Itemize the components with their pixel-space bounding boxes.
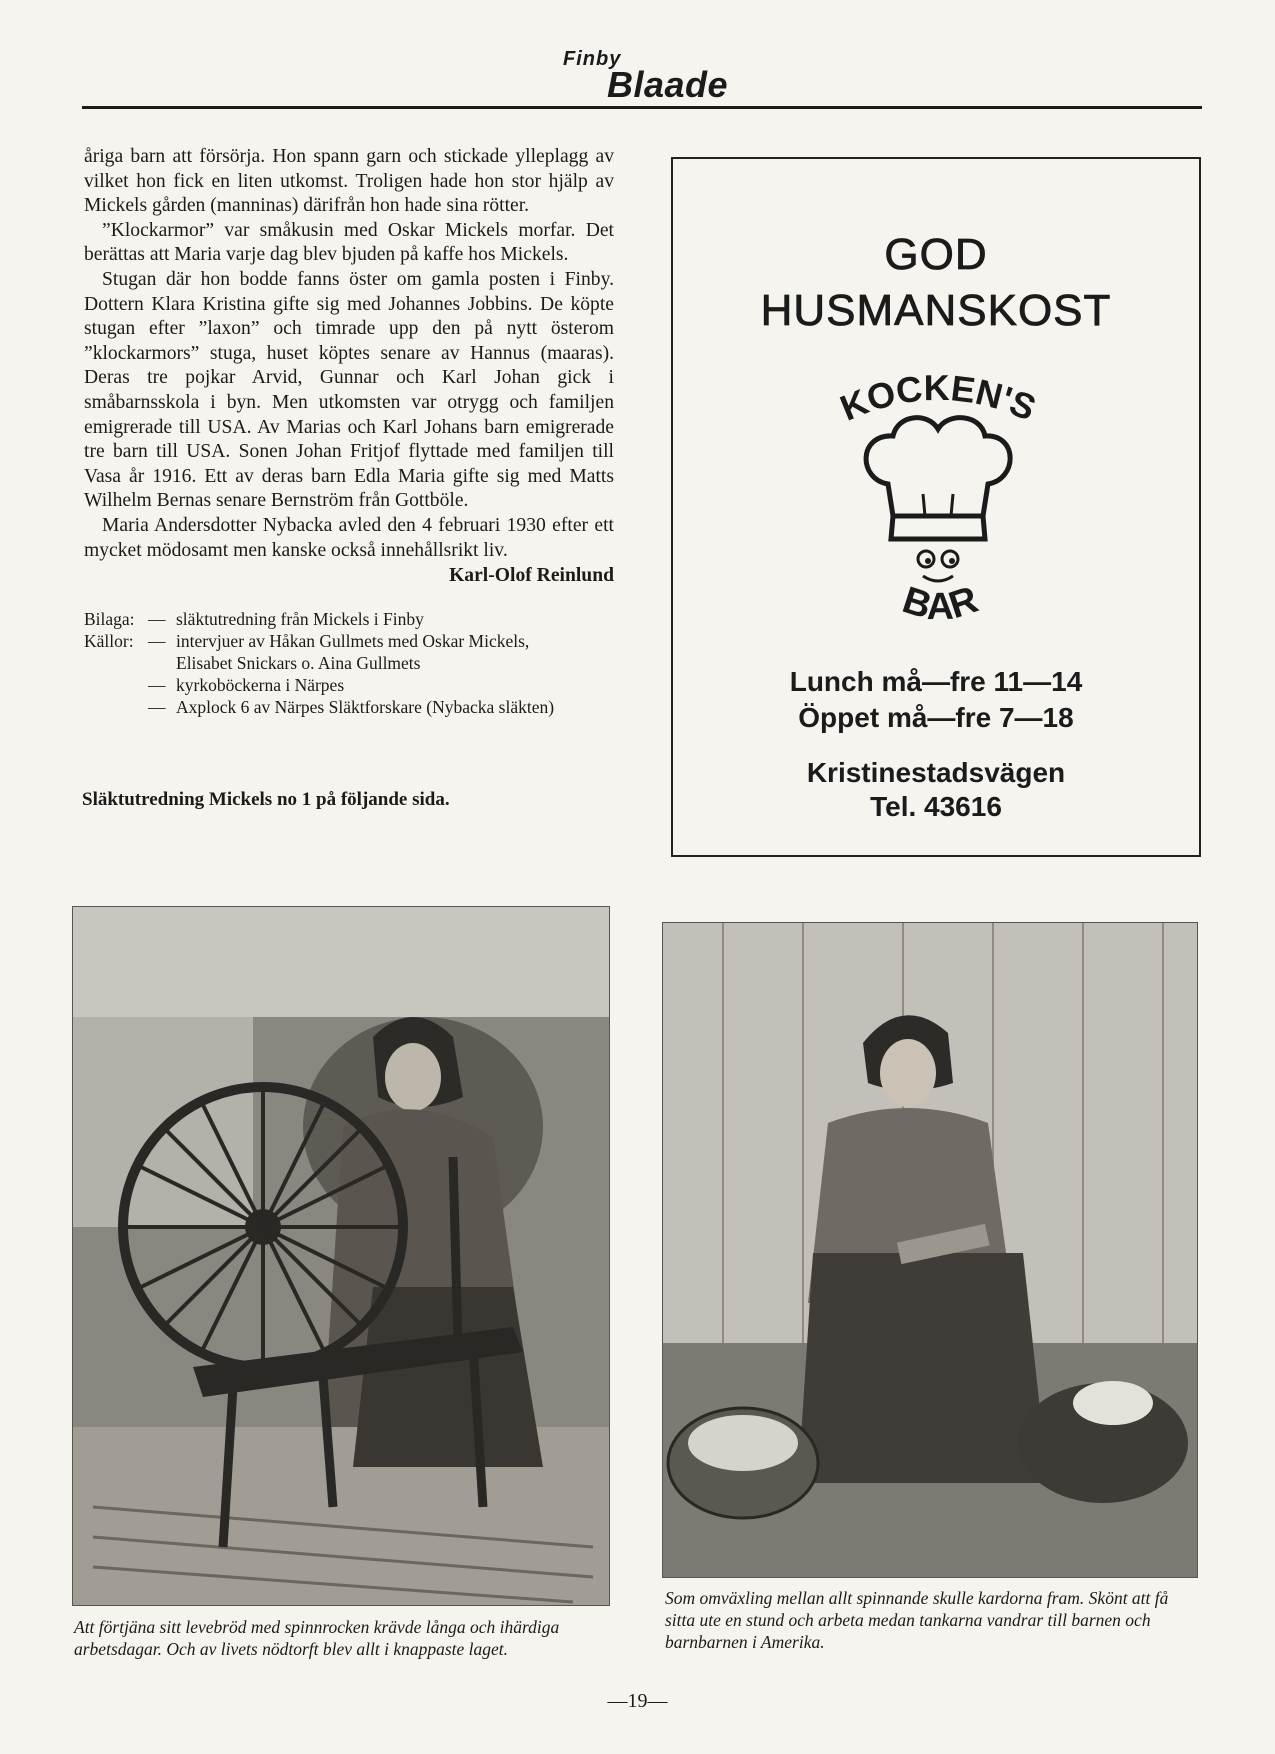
ad-hours-line: Lunch må—fre 11—14: [789, 666, 1083, 697]
source-row: [84, 608, 624, 630]
source-dash: —: [148, 697, 166, 717]
kallor-line: Axplock 6 av Närpes Släktforskare (Nybacka släkten): [176, 697, 555, 717]
ad-hours-line: Öppet må—fre 7—18: [798, 702, 1074, 733]
source-dash: —: [148, 631, 166, 651]
chef-hat-icon: [866, 418, 1010, 516]
photo-carding-wool: [662, 922, 1198, 1578]
kallor-line: intervjuer av Håkan Gullmets med Oskar Mickels,: [176, 631, 530, 651]
source-dash: —: [148, 609, 166, 629]
logo-bottom-text: BAR: [897, 578, 984, 629]
chef-hat-logo: [813, 354, 1063, 634]
article-paragraph: Stugan där hon bodde fanns öster om gamla posten i Finby. Dottern Klara Kristina gifte sig med Johannes Jobbins. De köpte stugan efter ”laxon” och timrade upp den på nytt österom ”klockarmors” stuga, huset köptes senare av Hannus (maaras). Deras tre pojkar Arvid, Gunnar och Karl Johan gick i småbarnsskola i byn. Men utkomsten var otrygg och familjen emigrerade till USA. Av Marias och Karl Johans barn emigrerade tre barn till USA. Sonen Johan Fritjof flyttade med familjen till Vasa år 1916. Ett av deras barn Edla Maria gifte sig med Matts Wilhelm Bernas senare Bernström från Gottböle.: [84, 268, 614, 512]
page-number: —19—: [607, 1690, 668, 1712]
photo-spinning-wheel: [72, 906, 610, 1606]
ad-hours: [673, 664, 1199, 736]
article-author: Karl-Olof Reinlund: [449, 565, 614, 587]
advertisement-box: [671, 157, 1201, 857]
ad-headline: [673, 227, 1199, 339]
bilaga-text: släktutredning från Mickels i Finby: [176, 609, 424, 629]
article-column: [84, 145, 614, 589]
kallor-line: Elisabet Snickars o. Aina Gullmets: [176, 653, 421, 673]
masthead-small-title: Finby: [563, 48, 622, 70]
source-row: [84, 674, 624, 696]
article-paragraph: ”Klockarmor” var småkusin med Oskar Mickels morfar. Det berättas att Maria varje dag blev bjuden på kaffe hos Mickels.: [84, 219, 614, 266]
article-paragraph: åriga barn att försörja. Hon spann garn och stickade ylleplagg av vilket hon fick en liten utkomst. Troligen hade hon stor hjälp av Mickels gården (manninas) därifrån hon hade sina rötter.: [84, 146, 614, 217]
masthead: [0, 38, 1275, 108]
ad-address: [673, 756, 1199, 824]
masthead-rule: [82, 106, 1202, 109]
caption-right: Som omväxling mellan allt spinnande skulle kardorna fram. Skönt att få sitta ute en stund och arbeta medan tankarna vandrar till barnen och barnbarnen i Amerika.: [665, 1588, 1169, 1652]
bilaga-label: Bilaga:: [84, 609, 135, 629]
sources-list: [84, 608, 624, 718]
source-row: [84, 652, 624, 674]
source-row: [84, 696, 624, 718]
source-dash: —: [148, 675, 166, 695]
kallor-line: kyrkoböckerna i Närpes: [176, 675, 345, 695]
smile-icon: [923, 576, 953, 581]
ad-street: Kristinestadsvägen: [806, 757, 1066, 788]
kallor-label: Källor:: [84, 631, 134, 651]
ad-headline-line: GOD: [884, 230, 988, 279]
masthead-large-title: Blaade: [607, 64, 729, 105]
caption-left: Att förtjäna sitt levebröd med spinnrocken krävde långa och ihärdiga arbetsdagar. Och av livets nödtorft blev allt i knappaste laget.: [74, 1617, 560, 1659]
article-paragraph: Maria Andersdotter Nybacka avled den 4 februari 1930 efter ett mycket mödosamt men kanske också innehållsrikt liv.: [84, 514, 614, 561]
ad-phone: Tel. 43616: [870, 791, 1002, 822]
source-row: [84, 630, 624, 652]
logo-top-text: KOCKEN'S: [834, 366, 1042, 429]
next-page-note: Släktutredning Mickels no 1 på följande sida.: [82, 789, 450, 810]
ad-headline-line: HUSMANSKOST: [760, 286, 1112, 335]
